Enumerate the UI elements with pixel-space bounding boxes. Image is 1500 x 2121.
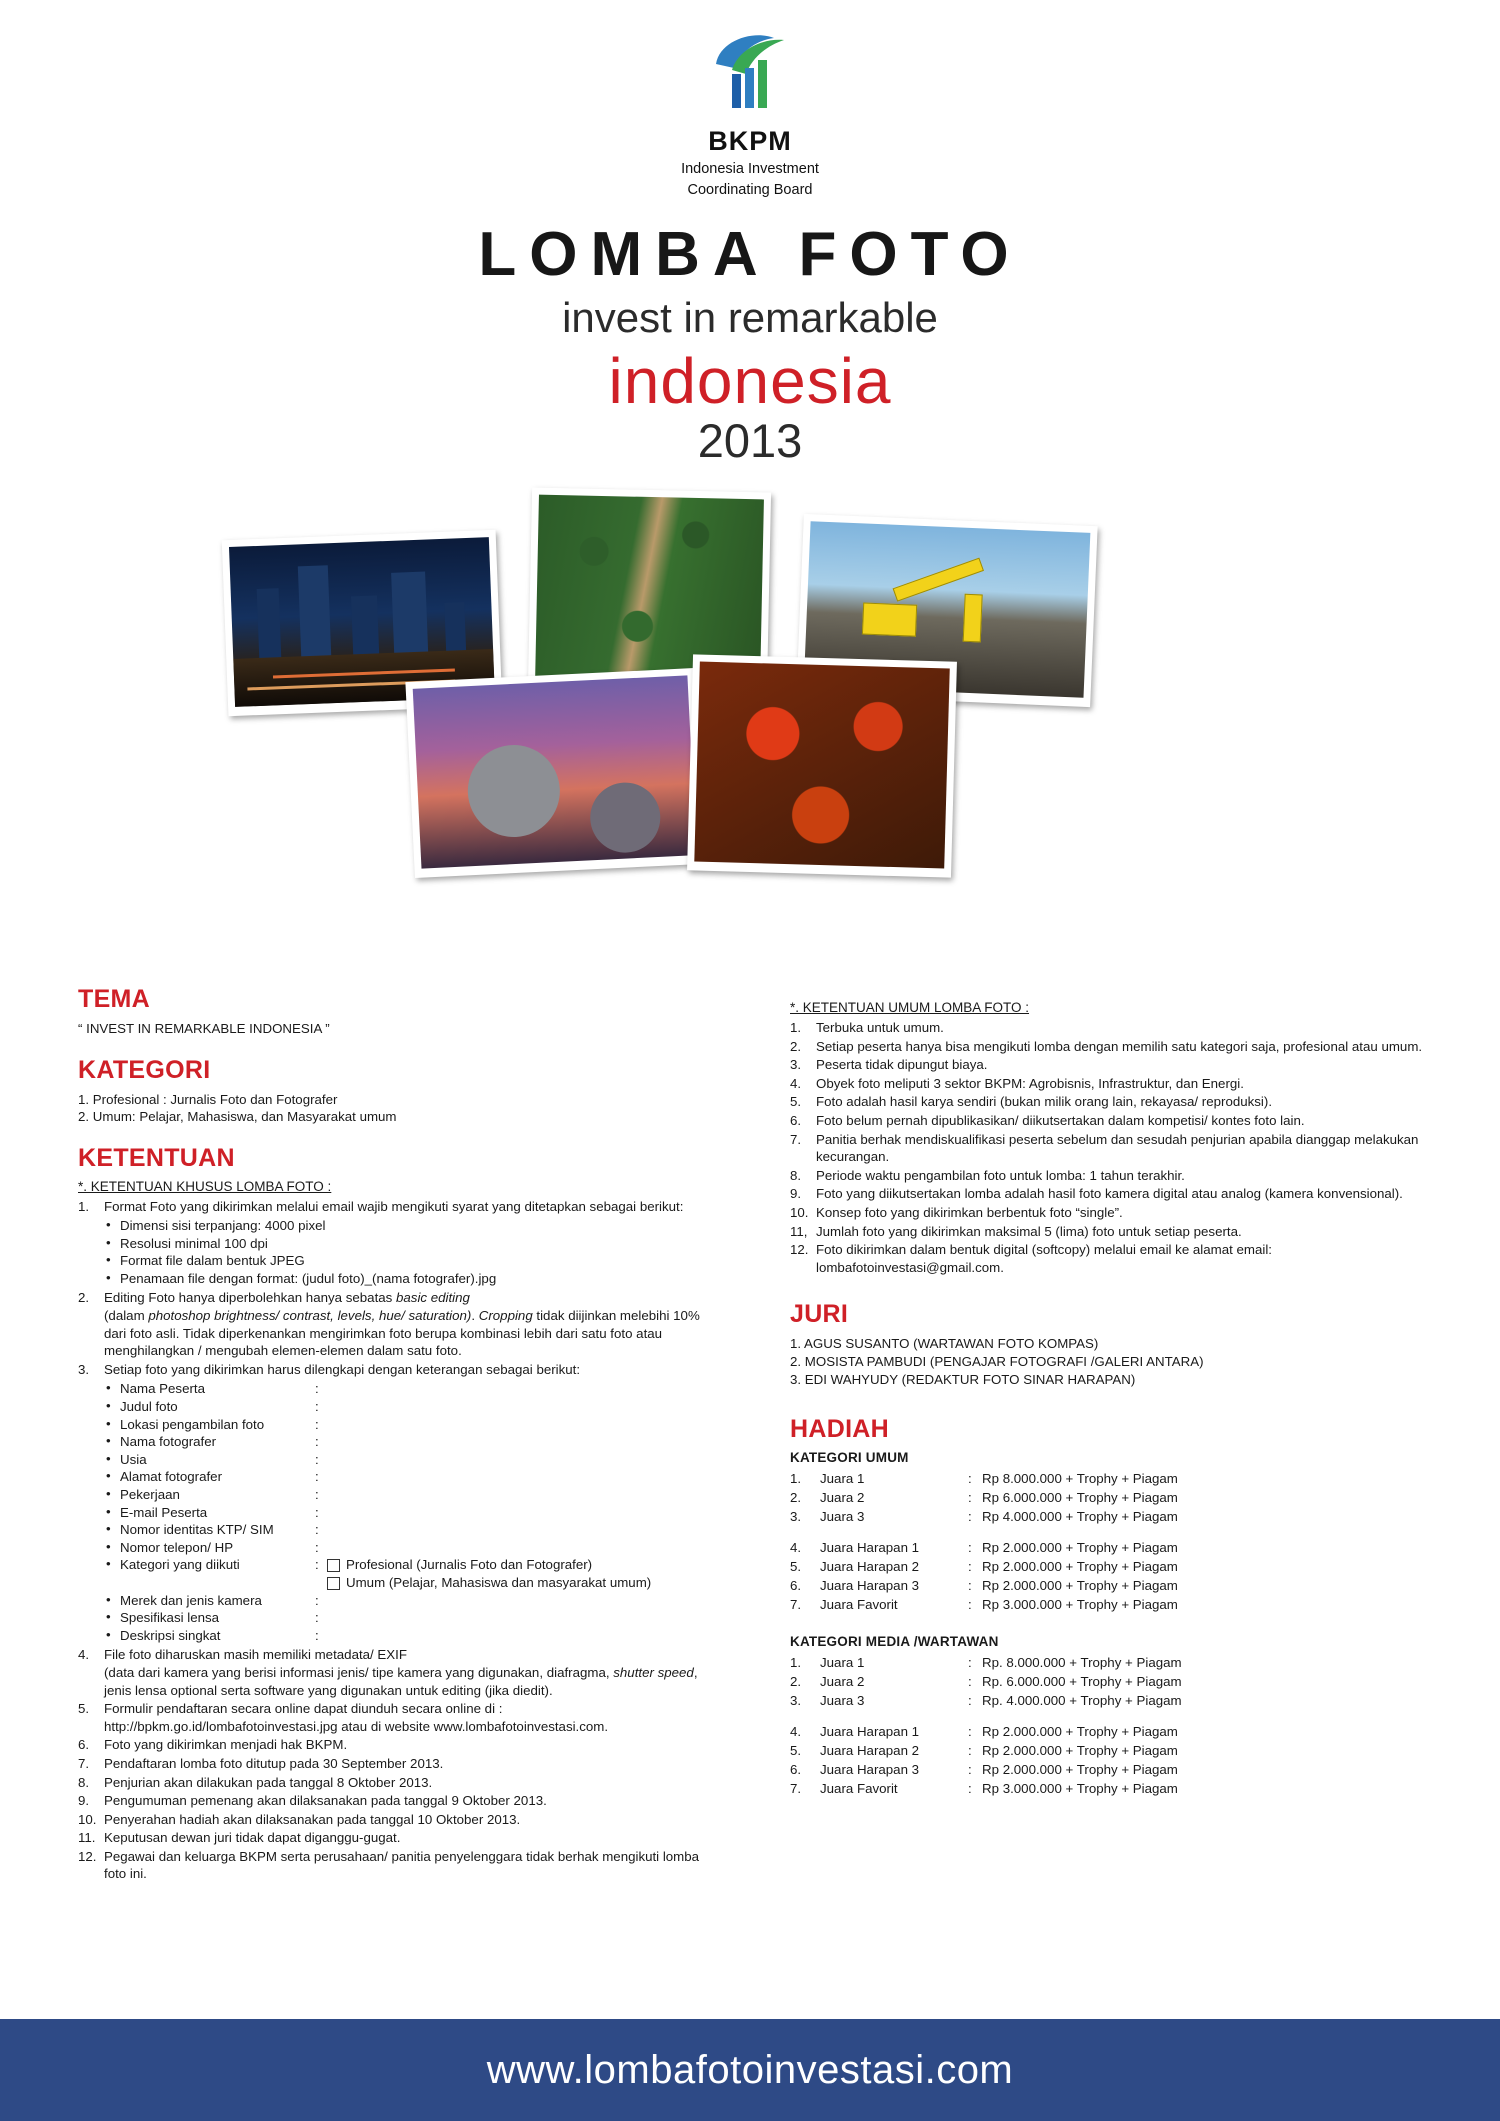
ketentuan-item-1-text: Format Foto yang dikirimkan melalui email wajib mengikuti syarat yang ditetapkan sebagai berikut: <box>104 1198 684 1214</box>
field-judul-foto: • Judul foto : <box>104 1398 718 1416</box>
umum-item-2: 2. Setiap peserta hanya bisa mengikuti lomba dengan memilih satu kategori saja, profesional atau umum. <box>790 1038 1423 1054</box>
umum-item-7-text: Panitia berhak mendiskualifikasi peserta sebelum dan sesudah penjurian apabila dianggap melakukan kecurangan. <box>816 1131 1419 1165</box>
item4-text: File foto diharuskan masih memiliki metadata/ EXIF <box>104 1647 407 1663</box>
prize-spacer <box>790 1526 1178 1538</box>
ketentuan-item-8: 8. Penjurian akan dilakukan pada tanggal 8 Oktober 2013. <box>78 1774 433 1790</box>
field-pekerjaan: • Pekerjaan : <box>104 1486 718 1504</box>
item2-b: (dalam <box>104 1308 149 1324</box>
umum-item-3-text: Peserta tidak dipungut biaya. <box>816 1057 988 1073</box>
heading-juri: JURI <box>790 1300 849 1329</box>
prize-row: 2. Juara 2 : Rp. 6.000.000 + Trophy + Piagam <box>790 1674 1182 1690</box>
field-email: • E-mail Peserta : <box>104 1504 718 1522</box>
ketentuan-item-6: 6. Foto yang dikirimkan menjadi hak BKPM. <box>78 1737 348 1753</box>
ketentuan-umum-list <box>790 1019 1450 1276</box>
prize-row: 1. Juara 1 : Rp. 8.000.000 + Trophy + Piagam <box>790 1655 1182 1671</box>
photo-collage <box>180 490 1340 970</box>
field-kategori-diikuti: • Kategori yang diikuti : Profesional (Jurnalis Foto dan Fotografer) Umum (Pelajar, Mahasiswa dan masyarakat umum) <box>104 1556 718 1591</box>
umum-item-5: 5. Foto adalah hasil karya sendiri (bukan milik orang lain, rekayasa/ reproduksi). <box>790 1094 1273 1110</box>
umum-item-11-text: Jumlah foto yang dikirimkan maksimal 5 (lima) foto untuk setiap peserta. <box>816 1223 1242 1239</box>
title-invest-in-remarkable: invest in remarkable <box>562 294 938 341</box>
ketentuan-item-4: 4. File foto diharuskan masih memiliki metadata/ EXIF (data dari kamera yang berisi informasi jenis/ tipe kamera yang digunakan, diafragma, shutter speed, jenis lensa optional serta software yang digunakan untuk editing (jika diedit). <box>78 1647 698 1698</box>
subheading-ketentuan-khusus: *. KETENTUAN KHUSUS LOMBA FOTO : <box>78 1178 332 1194</box>
juri-list <box>790 1335 1450 1389</box>
juri-item-3: 3. EDI WAHYUDY (REDAKTUR FOTO SINAR HARAPAN) <box>790 1372 1136 1388</box>
umum-item-6-text: Foto belum pernah dipublikasikan/ diikutsertakan dalam kompetisi/ kontes foto lain. <box>816 1112 1305 1128</box>
item6-text: Foto yang dikirimkan menjadi hak BKPM. <box>104 1737 348 1753</box>
item4-a: (data dari kamera yang berisi informasi jenis/ tipe kamera yang digunakan, diafragma, <box>104 1664 614 1680</box>
umum-item-1-text: Terbuka untuk umum. <box>816 1020 944 1035</box>
prize-table-media <box>790 1653 1182 1798</box>
logo-block <box>0 30 1500 199</box>
umum-item-12: 12. Foto dikirimkan dalam bentuk digital (softcopy) melalui email ke alamat email: lombafotoinvestasi@gmail.com. <box>790 1242 1272 1275</box>
item12-text: Pegawai dan keluarga BKPM serta perusahaan/ panitia penyelenggara tidak berhak mengikuti lomba foto ini. <box>104 1848 700 1882</box>
item8-text: Penjurian akan dilakukan pada tanggal 8 Oktober 2013. <box>104 1774 433 1790</box>
umum-item-4-text: Obyek foto meliputi 3 sektor BKPM: Agrobisnis, Infrastruktur, dan Energi. <box>816 1075 1244 1091</box>
ketentuan-item-2: 2. Editing Foto hanya diperbolehkan hanya sebatas basic editing (dalam photoshop brightness/ contrast, levels, hue/ saturation). Cropping tidak diijinkan melebihi 10% dari foto asli. Tidak diperkenankan mengirimkan foto berupa kombinasi lebih dari satu foto atau menghilangkan / mengubah elemen-elemen dalam satu foto. <box>78 1290 700 1359</box>
juri-item-1: 1. AGUS SUSANTO (WARTAWAN FOTO KOMPAS) <box>790 1336 1099 1352</box>
prize-row: 2. Juara 2 : Rp 6.000.000 + Trophy + Piagam <box>790 1490 1178 1506</box>
prize-row: 6. Juara Harapan 3 : Rp 2.000.000 + Trophy + Piagam <box>790 1762 1178 1778</box>
field-nama-peserta: • Nama Peserta : <box>104 1380 718 1398</box>
bullet-format: • Format file dalam bentuk JPEG <box>104 1252 718 1270</box>
prize-row: 7. Juara Favorit : Rp 3.000.000 + Trophy + Piagam <box>790 1597 1178 1613</box>
checkbox-umum-label: Umum (Pelajar, Mahasiswa dan masyarakat umum) <box>346 1574 652 1590</box>
logo-subtitle-line2: Coordinating Board <box>687 182 813 198</box>
ketentuan-item-1-bullets <box>104 1217 718 1287</box>
umum-item-5-text: Foto adalah hasil karya sendiri (bukan milik orang lain, rekayasa/ reproduksi). <box>816 1094 1273 1110</box>
umum-item-10: 10. Konsep foto yang dikirimkan berbentuk foto “single”. <box>790 1204 1123 1220</box>
ketentuan-item-3-text: Setiap foto yang dikirimkan harus dilengkapi dengan keterangan sebagai berikut: <box>104 1361 581 1377</box>
umum-item-12-text: Foto dikirimkan dalam bentuk digital (softcopy) melalui email ke alamat email: lombafotoinvestasi@gmail.com. <box>816 1242 1272 1275</box>
item5-url[interactable]: http://bpkm.go.id/lombafotoinvestasi.jpg atau di website www.lombafotoinvestasi.com. <box>104 1718 609 1734</box>
kategori-item-1: 1. Profesional : Jurnalis Foto dan Fotografer <box>78 1091 338 1107</box>
left-column <box>78 985 718 1884</box>
ketentuan-item-12: 12. Pegawai dan keluarga BKPM serta perusahaan/ panitia penyelenggara tidak berhak mengikuti lomba foto ini. <box>78 1848 700 1882</box>
title-indonesia: indonesia <box>608 345 892 417</box>
ketentuan-item-5: 5. Formulir pendaftaran secara online dapat diunduh secara online di : http://bpkm.go.id/lombafotoinvestasi.jpg atau di website www.lombafotoinvestasi.com. <box>78 1701 609 1734</box>
field-deskripsi-singkat: • Deskripsi singkat : <box>104 1627 718 1645</box>
ketentuan-item-11: 11. Keputusan dewan juri tidak dapat diganggu-gugat. <box>78 1830 401 1846</box>
umum-item-3: 3. Peserta tidak dipungut biaya. <box>790 1057 988 1073</box>
label-kategori-umum: KATEGORI UMUM <box>790 1450 909 1466</box>
logo-title: BKPM <box>708 126 792 156</box>
prize-row: 7. Juara Favorit : Rp 3.000.000 + Trophy + Piagam <box>790 1781 1178 1797</box>
checkbox-profesional-label: Profesional (Jurnalis Foto dan Fotografer) <box>346 1557 593 1573</box>
item2-a: Editing Foto hanya diperbolehkan hanya sebatas <box>104 1290 396 1306</box>
item5-text: Formulir pendaftaran secara online dapat diunduh secara online di : <box>104 1701 503 1717</box>
ketentuan-item-3: 3. Setiap foto yang dikirimkan harus dilengkapi dengan keterangan sebagai berikut: • Nama Peserta : • Judul foto : • Lokasi pengambilan foto : • Nama fotografer : • Usia : • Alamat fotografer : • Pekerjaan : • E-mail Peserta : • Nomor identitas KTP/ SIM : • Nomor telepon/ HP : • Kategori yang diikuti : Profesional (Jurnalis Foto dan Fotografer) Umum (Pelajar, Mahasiswa dan masyarakat umum) • Merek dan jenis kamera : • Spesifikasi lensa : • Deskripsi singkat : <box>78 1361 718 1645</box>
prize-row: 1. Juara 1 : Rp 8.000.000 + Trophy + Piagam <box>790 1471 1178 1487</box>
footer-bar <box>0 2019 1500 2121</box>
field-lokasi: • Lokasi pengambilan foto : <box>104 1416 718 1434</box>
tema-text: “ INVEST IN REMARKABLE INDONESIA ” <box>78 1021 330 1036</box>
label-kategori-media: KATEGORI MEDIA /WARTAWAN <box>790 1634 999 1650</box>
checkbox-profesional[interactable] <box>327 1559 340 1572</box>
field-ktp: • Nomor identitas KTP/ SIM : <box>104 1521 718 1539</box>
field-alamat: • Alamat fotografer : <box>104 1468 718 1486</box>
prize-row: 5. Juara Harapan 2 : Rp 2.000.000 + Trophy + Piagam <box>790 1743 1178 1759</box>
item2-cropping: Cropping <box>478 1308 533 1324</box>
item4-b: , jenis lensa optional serta software yang digunakan untuk editing (jika diedit). <box>104 1664 698 1698</box>
prize-row: 3. Juara 3 : Rp. 4.000.000 + Trophy + Piagam <box>790 1693 1182 1709</box>
umum-item-10-text: Konsep foto yang dikirimkan berbentuk foto “single”. <box>816 1204 1123 1220</box>
umum-item-9-text: Foto yang diikutsertakan lomba adalah hasil foto kamera digital atau analog (kamera konvensional). <box>816 1186 1403 1202</box>
umum-item-11: 11, Jumlah foto yang dikirimkan maksimal 5 (lima) foto untuk setiap peserta. <box>790 1223 1242 1239</box>
heading-ketentuan: KETENTUAN <box>78 1143 235 1172</box>
umum-item-8: 8. Periode waktu pengambilan foto untuk lomba: 1 tahun terakhir. <box>790 1167 1185 1183</box>
item7-text: Pendaftaran lomba foto ditutup pada 30 September 2013. <box>104 1755 444 1771</box>
ketentuan-item-9: 9. Pengumuman pemenang akan dilaksanakan pada tanggal 9 Oktober 2013. <box>78 1793 547 1809</box>
footer-website-url[interactable]: www.lombafotoinvestasi.com <box>486 2048 1014 2092</box>
field-merek-kamera: • Merek dan jenis kamera : <box>104 1592 718 1610</box>
heading-kategori: KATEGORI <box>78 1055 211 1084</box>
umum-item-7: 7. Panitia berhak mendiskualifikasi peserta sebelum dan sesudah penjurian apabila dianggap melakukan kecurangan. <box>790 1131 1419 1165</box>
title-lomba-foto: LOMBA FOTO <box>478 220 1022 289</box>
satellite-dish-sunset-photo <box>405 668 703 878</box>
item11-text: Keputusan dewan juri tidak dapat diganggu-gugat. <box>104 1830 401 1846</box>
item2-basic-editing: basic editing <box>396 1290 470 1306</box>
ketentuan-item-1: 1. Format Foto yang dikirimkan melalui email wajib mengikuti syarat yang ditetapkan sebagai berikut: • Dimensi sisi terpanjang: 4000 pixel • Resolusi minimal 100 dpi • Format file dalam bentuk JPEG • Penamaan file dengan format: (judul foto)_(nama fotografer).jpg <box>78 1198 718 1288</box>
umum-item-6: 6. Foto belum pernah dipublikasikan/ diikutsertakan dalam kompetisi/ kontes foto lain. <box>790 1112 1305 1128</box>
umum-item-2-text: Setiap peserta hanya bisa mengikuti lomba dengan memilih satu kategori saja, profesional atau umum. <box>816 1038 1423 1054</box>
umum-item-4: 4. Obyek foto meliputi 3 sektor BKPM: Agrobisnis, Infrastruktur, dan Energi. <box>790 1075 1244 1091</box>
field-spesifikasi-lensa: • Spesifikasi lensa : <box>104 1609 718 1627</box>
item9-text: Pengumuman pemenang akan dilaksanakan pada tanggal 9 Oktober 2013. <box>104 1793 547 1809</box>
prize-table-umum <box>790 1469 1178 1614</box>
ketentuan-item-7: 7. Pendaftaran lomba foto ditutup pada 30 September 2013. <box>78 1755 444 1771</box>
right-column <box>790 1000 1450 1798</box>
prize-row: 4. Juara Harapan 1 : Rp 2.000.000 + Trophy + Piagam <box>790 1724 1178 1740</box>
field-telepon: • Nomor telepon/ HP : <box>104 1539 718 1557</box>
umum-item-9: 9. Foto yang diikutsertakan lomba adalah hasil foto kamera digital atau analog (kamera konvensional). <box>790 1186 1403 1202</box>
field-usia: • Usia : <box>104 1451 718 1469</box>
heading-hadiah: HADIAH <box>790 1415 890 1444</box>
prize-row: 6. Juara Harapan 3 : Rp 2.000.000 + Trophy + Piagam <box>790 1578 1178 1594</box>
palm-fruit-photo <box>687 654 957 877</box>
heading-tema: TEMA <box>78 985 151 1013</box>
subheading-ketentuan-umum: *. KETENTUAN UMUM LOMBA FOTO : <box>790 1000 1030 1015</box>
umum-item-8-text: Periode waktu pengambilan foto untuk lomba: 1 tahun terakhir. <box>816 1167 1185 1183</box>
juri-item-2: 2. MOSISTA PAMBUDI (PENGAJAR FOTOGRAFI /GALERI ANTARA) <box>790 1354 1204 1370</box>
item2-c: . <box>471 1308 479 1324</box>
prize-spacer <box>790 1710 1182 1722</box>
umum-item-1: 1. Terbuka untuk umum. <box>790 1020 944 1035</box>
logo-subtitle-line1: Indonesia Investment <box>681 161 819 177</box>
keterangan-field-list <box>104 1380 718 1644</box>
field-nama-fotografer: • Nama fotografer : <box>104 1433 718 1451</box>
bullet-dimensi: • Dimensi sisi terpanjang: 4000 pixel <box>104 1217 718 1235</box>
kategori-item-2: 2. Umum: Pelajar, Mahasiswa, dan Masyarakat umum <box>78 1109 397 1124</box>
prize-row: 3. Juara 3 : Rp 4.000.000 + Trophy + Piagam <box>790 1509 1178 1525</box>
prize-row: 5. Juara Harapan 2 : Rp 2.000.000 + Trophy + Piagam <box>790 1559 1178 1575</box>
bkpm-logo-icon <box>702 30 798 122</box>
title-year: 2013 <box>697 414 803 467</box>
title-block <box>0 222 1500 468</box>
item2-photoshop-params: photoshop brightness/ contrast, levels, hue/ saturation) <box>148 1308 472 1324</box>
bullet-resolusi: • Resolusi minimal 100 dpi <box>104 1235 718 1253</box>
checkbox-umum[interactable] <box>327 1577 340 1590</box>
prize-row: 4. Juara Harapan 1 : Rp 2.000.000 + Trophy + Piagam <box>790 1540 1178 1556</box>
ketentuan-khusus-list <box>78 1198 718 1884</box>
item2-d: tidak diijinkan melebihi 10% dari foto asli. Tidak diperkenankan mengirimkan foto berupa kombinasi lebih dari satu foto atau menghilangkan / mengubah elemen-elemen dalam satu foto. <box>104 1308 700 1359</box>
item4-shutter-speed: shutter speed <box>613 1664 694 1680</box>
bullet-penamaan: • Penamaan file dengan format: (judul foto)_(nama fotografer).jpg <box>104 1270 718 1288</box>
item10-text: Penyerahan hadiah akan dilaksanakan pada tanggal 10 Oktober 2013. <box>104 1811 521 1827</box>
ketentuan-item-10: 10. Penyerahan hadiah akan dilaksanakan pada tanggal 10 Oktober 2013. <box>78 1811 521 1827</box>
